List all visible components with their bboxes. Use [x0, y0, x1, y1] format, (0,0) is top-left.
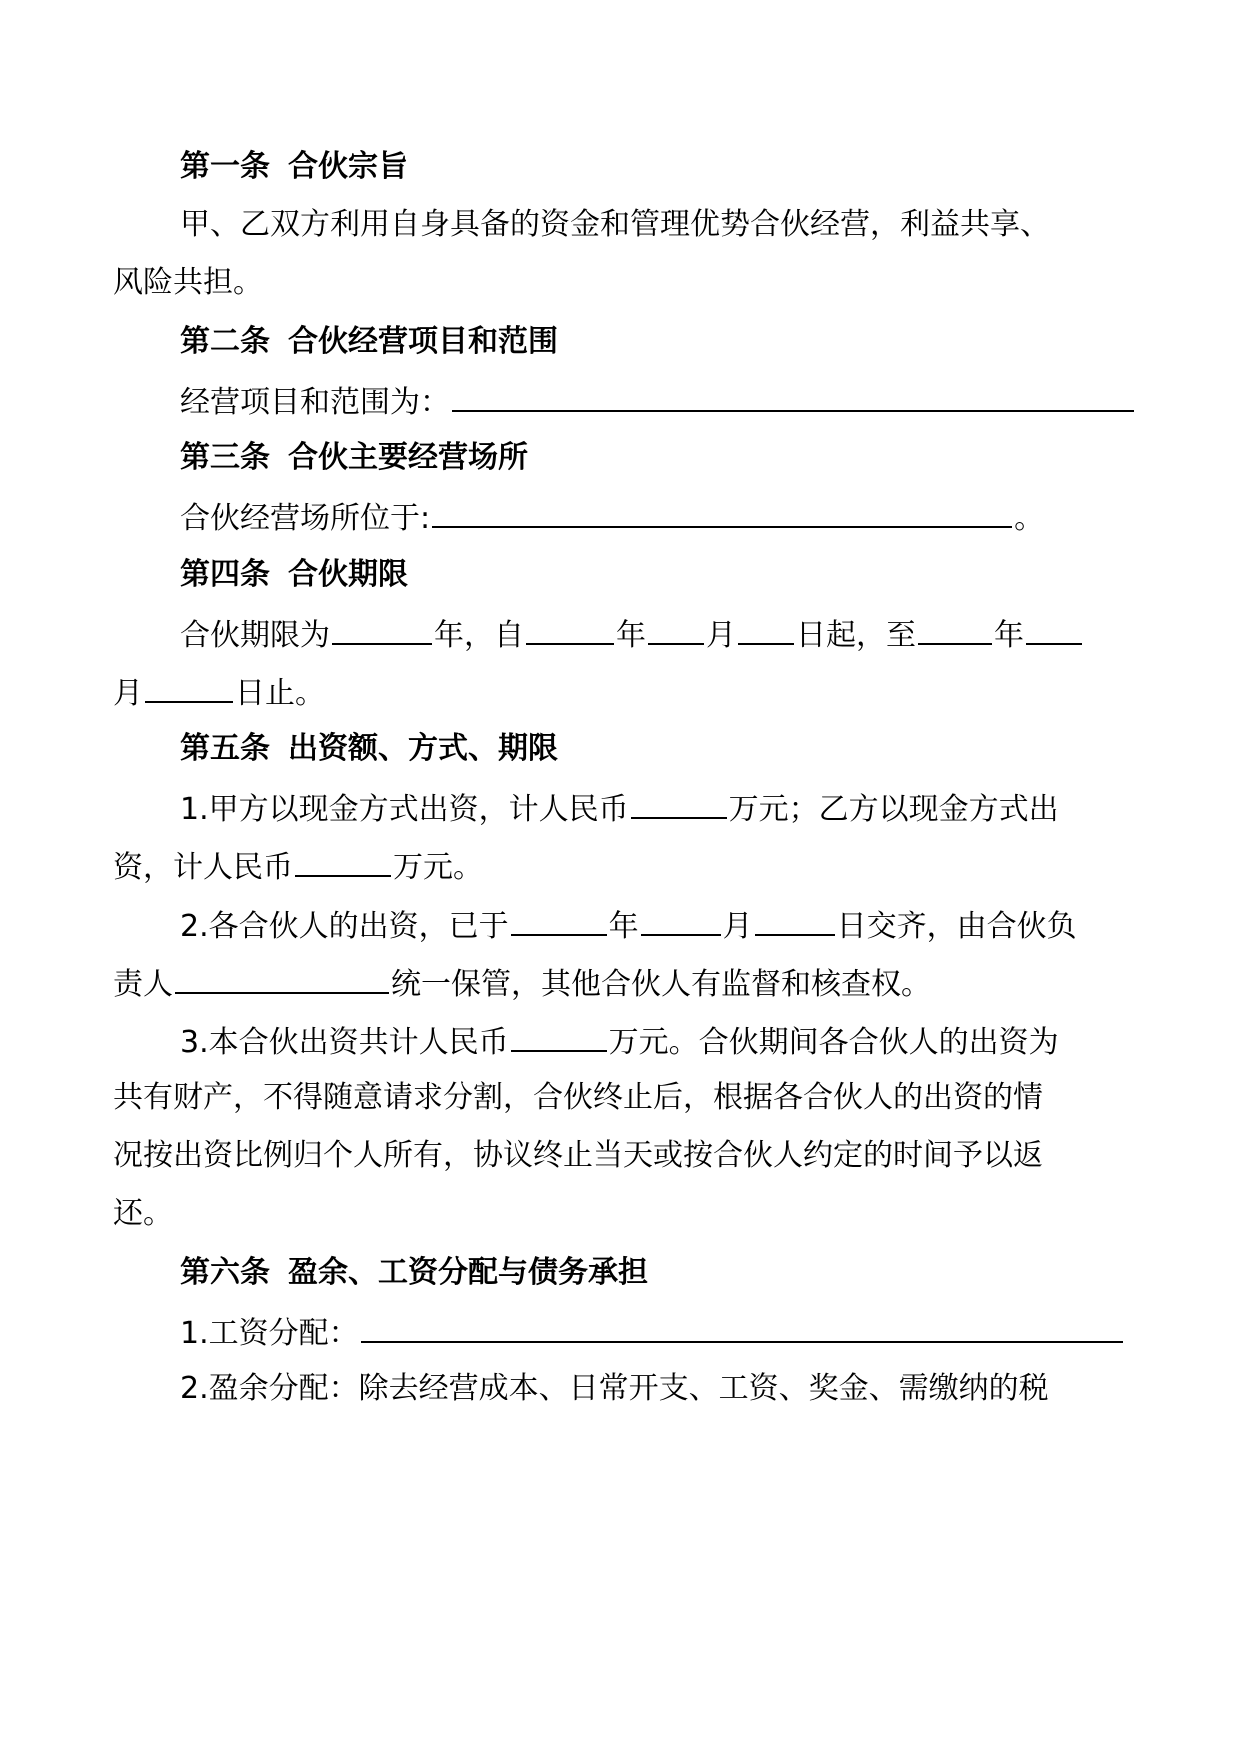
article-number: 第四条: [180, 557, 270, 592]
paid-day-blank[interactable]: [755, 904, 835, 936]
article-5-item-2-line-1: [180, 904, 1241, 947]
article-4-heading: [180, 555, 1241, 595]
term-text: 日止。: [235, 676, 325, 711]
article-title: 合伙宗旨: [288, 149, 408, 184]
article-title: 合伙经营项目和范围: [288, 324, 558, 359]
article-number: 第二条: [180, 324, 270, 359]
article-1-body-line-2: 风险共担。: [113, 265, 263, 300]
clause-text: 1.甲方以现金方式出资，计人民币: [180, 792, 629, 827]
clause-text: 年: [608, 909, 639, 944]
term-text: 年: [994, 618, 1024, 653]
end-day-blank[interactable]: [145, 671, 233, 703]
article-number: 第一条: [180, 149, 270, 184]
article-5-item-1-line-1: [180, 787, 1241, 830]
location-end: 。: [1014, 501, 1045, 536]
article-5-item-1-line-2: [113, 845, 1241, 888]
term-text: 月: [706, 618, 736, 653]
term-text: 合伙期限为: [180, 618, 330, 653]
custodian-blank[interactable]: [175, 962, 389, 994]
article-6-heading: [180, 1253, 1241, 1293]
term-text: 日起，至: [796, 618, 916, 653]
clause-text: 统一保管，其他合伙人有监督和核查权。: [391, 967, 931, 1002]
clause-text: 资，计人民币: [113, 850, 293, 885]
party-a-amount-blank[interactable]: [631, 787, 727, 819]
article-4-body-line-1: [180, 613, 1241, 656]
total-amount-blank[interactable]: [511, 1020, 607, 1052]
clause-text: 3.本合伙出资共计人民币: [180, 1025, 509, 1060]
article-4-body-line-2: [113, 671, 1241, 714]
article-5-heading: [180, 729, 1241, 769]
term-text: 月: [113, 676, 143, 711]
article-3-body: [180, 496, 1241, 539]
end-month-blank[interactable]: [1026, 613, 1082, 645]
article-title: 出资额、方式、期限: [288, 731, 558, 766]
start-day-blank[interactable]: [738, 613, 794, 645]
start-month-blank[interactable]: [648, 613, 704, 645]
scope-blank[interactable]: [452, 380, 1134, 412]
start-year-blank[interactable]: [526, 613, 614, 645]
article-5-item-2-line-2: [113, 962, 1241, 1005]
article-2-body: [180, 380, 1241, 423]
article-2-heading: [180, 322, 1241, 362]
paid-month-blank[interactable]: [641, 904, 721, 936]
location-blank[interactable]: [432, 496, 1012, 528]
term-years-blank[interactable]: [332, 613, 432, 645]
article-number: 第六条: [180, 1255, 270, 1290]
article-title: 盈余、工资分配与债务承担: [288, 1255, 648, 1290]
article-5-item-3-line-1: [180, 1020, 1241, 1063]
article-3-heading: [180, 438, 1241, 478]
term-text: 年，自: [434, 618, 524, 653]
clause-text: 月: [722, 909, 753, 944]
location-label: 合伙经营场所位于:: [180, 501, 431, 536]
term-text: 年: [616, 618, 646, 653]
article-1-heading: [180, 147, 1241, 187]
end-year-blank[interactable]: [918, 613, 992, 645]
article-5-item-3-line-3: 况按出资比例归个人所有，协议终止当天或按合伙人约定的时间予以返: [113, 1138, 1043, 1173]
clause-text: 万元。: [393, 850, 483, 885]
article-1-body-line-1: 甲、乙双方利用自身具备的资金和管理优势合伙经营，利益共享、: [180, 207, 1050, 242]
clause-text: 万元。合伙期间各合伙人的出资为: [608, 1025, 1059, 1060]
article-5-item-3-line-2: 共有财产，不得随意请求分割，合伙终止后，根据各合伙人的出资的情: [113, 1080, 1043, 1115]
clause-text: 2.各合伙人的出资，已于: [180, 909, 509, 944]
article-6-item-1: [180, 1311, 1241, 1354]
article-number: 第三条: [180, 440, 270, 475]
article-title: 合伙主要经营场所: [288, 440, 528, 475]
clause-text: 日交齐，由合伙负: [836, 909, 1077, 944]
wage-distribution-blank[interactable]: [361, 1311, 1123, 1343]
article-6-item-2: 2.盈余分配：除去经营成本、日常开支、工资、奖金、需缴纳的税: [180, 1371, 1049, 1406]
article-5-item-3-line-4: 还。: [113, 1196, 173, 1231]
clause-text: 1.工资分配：: [180, 1316, 359, 1351]
paid-year-blank[interactable]: [511, 904, 607, 936]
clause-text: 万元；乙方以现金方式出: [728, 792, 1059, 827]
party-b-amount-blank[interactable]: [295, 845, 391, 877]
clause-text: 责人: [113, 967, 173, 1002]
scope-label: 经营项目和范围为：: [180, 385, 450, 420]
article-number: 第五条: [180, 731, 270, 766]
article-title: 合伙期限: [288, 557, 408, 592]
